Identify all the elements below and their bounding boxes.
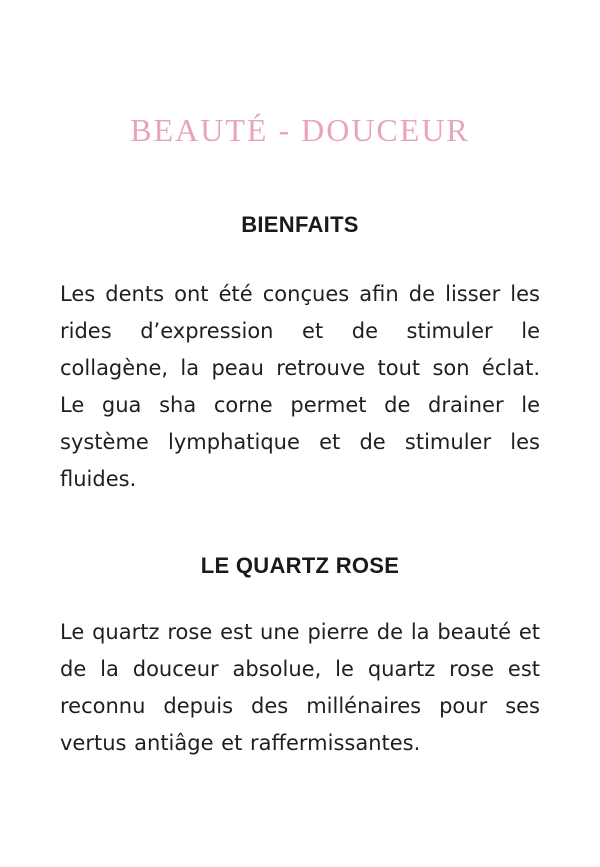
section-text-quartz-rose: Le quartz rose est une pierre de la beauté et de la douceur absolue, le quartz rose est reconnu depuis des millénaires pour ses vertus antiâge et raffermissantes.	[60, 620, 540, 755]
page-title: BEAUTÉ - DOUCEUR	[130, 112, 470, 148]
section-heading-quartz-rose: LE QUARTZ ROSE	[200, 553, 400, 578]
section-heading-bienfaits: BIENFAITS	[241, 212, 359, 237]
section-text-bienfaits: Les dents ont été conçues afin de lisser les rides d’expression et de stimuler le collagène, la peau retrouve tout son éclat. Le gua sha corne permet de drainer le système lymphatique et de stimuler les fluides.	[60, 282, 540, 491]
